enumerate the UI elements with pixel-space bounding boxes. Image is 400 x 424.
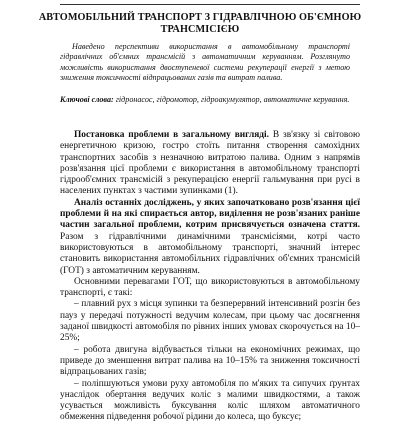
paragraph-problem-statement bbox=[60, 130, 360, 198]
list-item-soft-ground: – поліпшуються умови руху автомобіля по м'яких та сипучих ґрунтах унаслідок обертання ведучих коліс з малими швидкостями, а також усувається можливість буксування коліс шляхом автоматичного обмеження підведення робочої рідини до колеса, що буксує; bbox=[60, 378, 360, 423]
keywords-text: гідронасос, гідромотор, гідроакумулятор, автоматичне керування. bbox=[115, 95, 350, 104]
keywords-label: Ключові слова: bbox=[60, 95, 114, 104]
paragraph-advantages-intro: Основними перевагами ГОТ, що використовуються в автомобільному транспорті, є такі: bbox=[60, 276, 360, 299]
paper-body bbox=[60, 130, 360, 424]
paragraph-analysis bbox=[60, 198, 360, 277]
text-analysis: Разом з гідравлічними динамічними трансмісіями, котрі часто використовуються в автомобільному транспорті, значний інтерес становить використання автомобільних гідравлічних об'ємних трансмісій (ГОТ) з автоматичним керуванням. bbox=[60, 231, 360, 276]
heading-analysis: Аналіз останніх досліджень, у яких започатковано розв'язання цієї проблеми й на які спирається автор, виділення не розв'язаних раніше частин загальної проблеми, котрим присвячується означена стаття. bbox=[60, 197, 360, 231]
paper-title: АВТОМОБІЛЬНИЙ ТРАНСПОРТ З ГІДРАВЛІЧНОЮ ОБ'ЄМНОЮ ТРАНСМІСІЄЮ bbox=[38, 12, 362, 35]
text-problem-statement: В зв'язку зі світовою енергетичною кризою, гостро стоїть питання створення самохідних транспортних засобів з незначною витратою палива. Одним з напрямів розв'язання цієї проблеми є використання в автомобільному транспорті гідрооб'ємних трансмісій з рекуперацією енергії гальмування при русі в населених пунктах з частими зупинками (1). bbox=[60, 130, 360, 197]
header-rule bbox=[60, 4, 360, 5]
keywords bbox=[60, 95, 350, 105]
heading-problem-statement: Постановка проблеми в загальному вигляді. bbox=[74, 130, 269, 140]
list-item-smooth-start: – плавний рух з місця зупинки та безперервний інтенсивний розгін без пауз у передачі потужності ведучим колесам, при цьому час досягнення заданої швидкості автомобіля по рівних інших умовах скорочується на 10–25%; bbox=[60, 299, 360, 344]
abstract: Наведено перспективи використання в автомобільному транспорті гідравлічних об'ємних трансмісій з автоматичним керуванням. Розглянуто можливість використання двоступеневої системи рекуперації енергії з метою зниження токсичності відпрацьованих газів та витрат палива. bbox=[60, 42, 350, 82]
list-item-engine-economy: – робота двигуна відбувається тільки на економічних режимах, що приведе до зменшення витрат палива на 10–15% та зниження токсичності відпрацьованих газів; bbox=[60, 344, 360, 378]
